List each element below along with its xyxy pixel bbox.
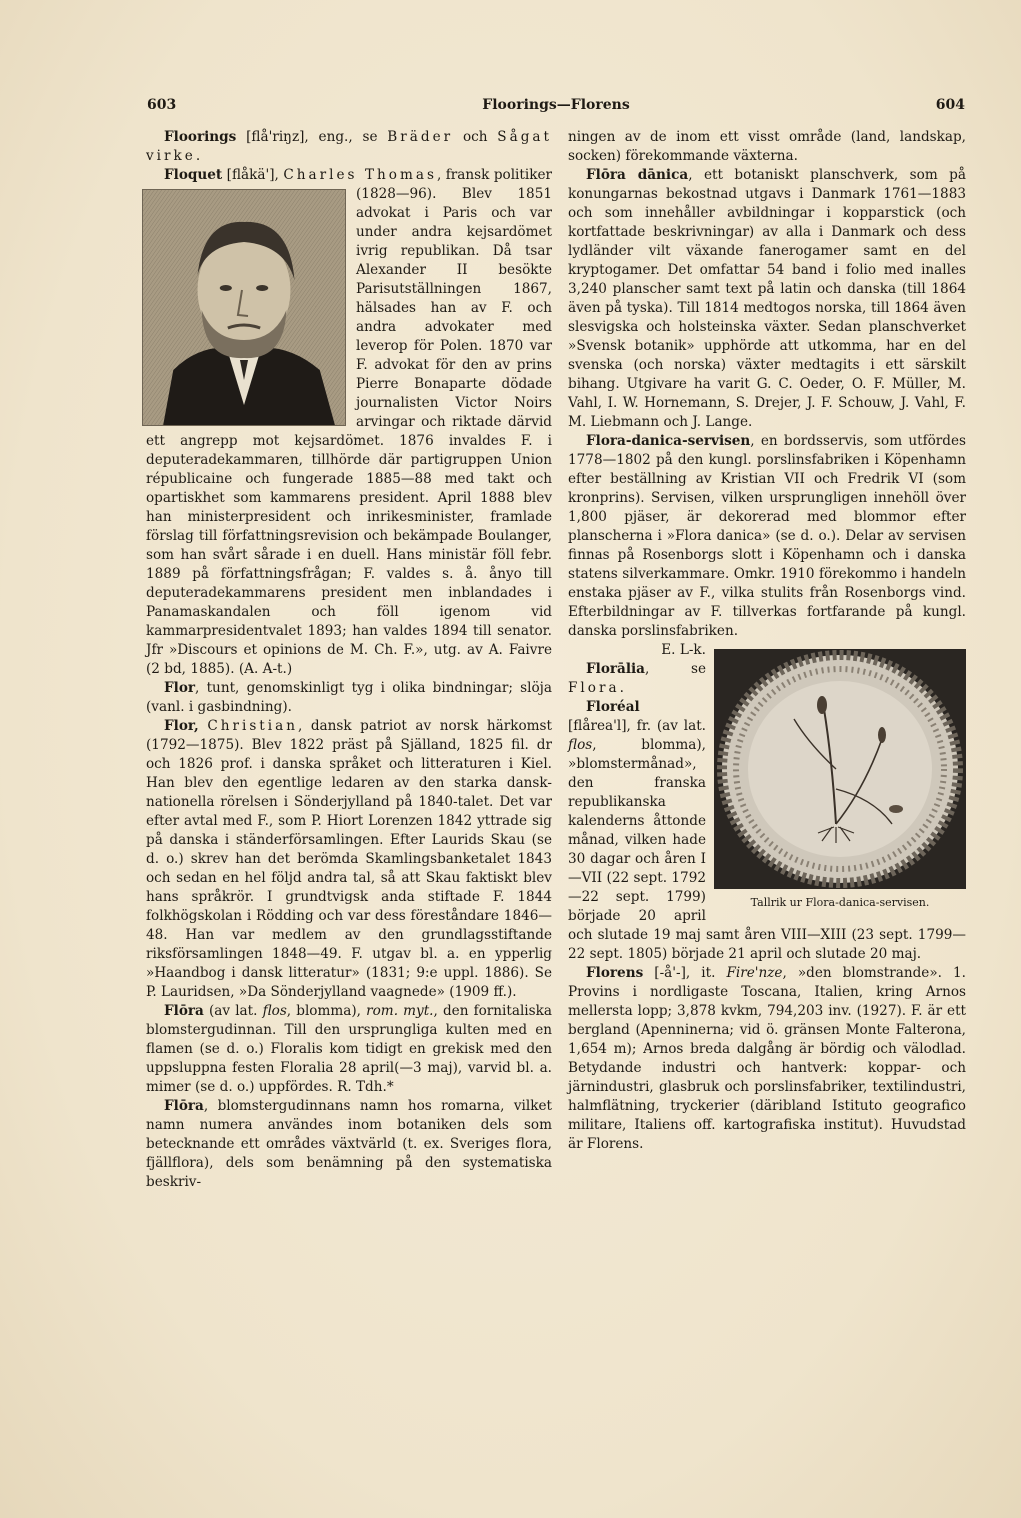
headword: Flōra [164, 1098, 204, 1114]
headword: Flōra dānica [586, 167, 689, 183]
author-signature: E. L-k. [661, 642, 706, 658]
entry-floreal: Floréal [flårea'l], fr. (av lat. flos, blomma), »blomstermånad», den franska republikanska kalenderns åttonde månad, vilken hade 30 dagar och åren I—VII (22 sept. 1792—22 sept. 1799) började 20 april och slutade 19 maj samt åren VIII—XIII (23 sept. 1799—22 sept. 1805) började 21 april och slutade 20 maj. [568, 699, 966, 962]
headword: Floquet [164, 167, 223, 183]
headword: Florens [586, 965, 644, 981]
entry-flora-goddess: Flōra (av lat. flos, blomma), rom. myt., den fornitaliska blomstergudinnan. Till den ursprungliga kulten med en flamen (se d. o.) Floralis kom tidigt en grekisk med den uppsluppna festen Floralia 28 april(—3 maj), varvid bl. a. mimer (se d. o.) uppfördes. R. Tdh.* [146, 1003, 552, 1095]
portrait-icon [143, 190, 345, 425]
page-number-right: 604 [935, 97, 965, 113]
headword: Floréal [586, 699, 640, 715]
entry-floralia: Florālia, se Flora. [568, 661, 706, 696]
entry-flora-danica-servisen: Flora-danica-servisen, en bordsservis, som utfördes 1778—1802 på den kungl. porslinsfabriken i Köpenhamn efter beställning av Kristian VII och Fredrik VI (som kronprins). Servisen, vilken ursprungligen innehöll över 1,800 pjäser, är dekorerad med blommor efter planscherna i »Flora danica» (se d. o.). Delar av servisen finnas på Rosenborgs slott i Köpenhamn och i danska statens silverkammare. Omkr. 1910 förekommo i handeln enstaka pjäser av F., vilka stulits från Rosenborgs vind. Efterbildningar av F. tillverkas fortfarande på kungl. danska porslinsfabriken. Tallrik ur Flora-danica-servisen. E. L-k. [568, 433, 966, 909]
headword: Floorings [164, 129, 237, 145]
person-name: Charles Thomas [283, 167, 437, 183]
plate-icon [714, 649, 966, 889]
entry-floquet: Floquet [flåkä'], Charles Thomas , fransk politiker (1828—96). Blev 1851 advokat i Paris och var under andra kejsardömet ivrig republikan. Då tsar Alexander II besökte Parisutställningen 1867, hälsades han av F. och andra advokater med leverop för Polen. 1870 var F. advokat för den av prins Pierre Bonaparte dödade journalisten Victor Noirs arvingar och riktade därvid ett angrepp mot kejsardömet. 1876 invaldes F. i deputeradekammaren, tillhörde där partigruppen Union républicaine och fungerade 1885—88 med takt och opartiskhet som kammarens president. April 1888 blev han ministerpresident och inrikesminister, framlade förslag till författningsrevision och bekämpade Boulanger, som han svårt sårade i en duell. Hans ministär föll febr. 1889 på författningsfrågan; F. valdes s. å. ånyo till deputeradekammarens president men inblandades i Panamaskandalen och föll igenom vid kammarpresidentvalet 1893; han valdes 1894 till senator. Jfr »Discours et opinions de M. Ch. F.», utg. av A. Faivre (2 bd, 1885). (A. A-t.) [146, 166, 552, 679]
headword: Flōra [164, 1003, 204, 1019]
headword: Flor [164, 680, 196, 696]
entry-flor: Flor, tunt, genomskinligt tyg i olika bindningar; slöja (vanl. i gasbindning). [146, 680, 552, 715]
cross-ref: Bräder [387, 129, 454, 145]
headword: Florālia [586, 661, 645, 677]
headword: Flora-danica-servisen [586, 433, 751, 449]
entry-florens: Florens [-å'-], it. Fire'nze, »den blomstrande». 1. Provins i nordligaste Toscana, Italien, kring Arnos mellersta lopp; 3,878 kvkm, 794,203 inv. (1927). F. är ett bergland (Apenninerna; vid ö. gränsen Monte Falterona, 1,654 m); Arnos breda dalgång är bördig och välodlad. Betydande industri och hantverk: koppar- och järnindustri, glasbruk och porslinsfabriker, textilindustri, halmflätning, tryckerier (däribland Istituto geografico militare, Italiens off. kartografiska institut). Huvudstad är Florens. [568, 965, 966, 1152]
entry-flora-botany: Flōra, blomstergudinnans namn hos romarna, vilket namn numera användes inom botaniken dels som betecknande ett områdes växtvärld (t. ex. Sveriges flora, fjällflora), dels som benämning på den systematiska beskriv- [146, 1098, 552, 1190]
entry-flora-danica: Flōra dānica, ett botaniskt planschverk, som på konungarnas bekostnad utgavs i Danmark 1761—1883 och som innehåller avbildningar i kopparstick (och kortfattade beskrivningar) av alla i Danmark och dess lydländer vilt växande fanerogamer samt en del kryptogamer. Det omfattar 54 band i folio med inalles 3,240 planscher samt text på latin och danska (till 1864 även på tyska). Till 1814 medtogos norska, till 1864 även slesvigska och holsteinska växter. Sedan planschverket »Svensk botanik» upphörde att utkomma, har en del svenska (och norska) växter medtagits i ett särskilt bihang. Utgivare ha varit G. C. Oeder, O. F. Müller, M. Vahl, I. W. Hornemann, S. Drejer, J. F. Schouw, J. Vahl, F. M. Liebmann och J. Lange. [568, 167, 966, 430]
headword: Flor, [164, 718, 199, 734]
plate-image [714, 649, 966, 889]
entry-continuation: ningen av de inom ett visst område (land, landskap, socken) förekommande växterna. [568, 129, 966, 164]
page-number-left: 603 [147, 97, 177, 113]
running-title: Floorings—Florens [482, 97, 630, 113]
portrait-image [142, 189, 346, 426]
plate-caption: Tallrik ur Flora-danica-servisen. [750, 896, 930, 909]
person-name: Christian [207, 718, 298, 734]
page-header [147, 97, 965, 119]
left-column [146, 128, 552, 1192]
cross-ref: Flora [568, 680, 620, 696]
plate-figure [714, 649, 966, 910]
entry-floorings: Floorings [flå'riŋz], eng., se Bräder och Sågat virke. [146, 129, 552, 164]
entry-flor-christian: Flor, Christian, dansk patriot av norsk härkomst (1792—1875). Blev 1822 präst på Själland, 1825 fil. dr och 1826 prof. i danska språket och litteraturen i Kiel. Han blev den egentlige ledaren av den starka dansk-nationella rörelsen i Sönderjylland på 1840-talet. Det var efter avtal med F., som P. Hiort Lorenzen 1842 yttrade sig på danska i ständerförsamlingen. Efter Laurids Skau (se d. o.) skrev han det berömda Skamlingsbanketalet 1843 och sedan en hel följd andra tal, så att Skau faktiskt blev hans språkrör. I grundtvigsk anda stiftade F. 1844 folkhögskolan i Rödding och var dess föreståndare 1846—48. Han var medlem av den grundlagsstiftande riksförsamlingen 1848—49. F. utgav bl. a. en ypperlig »Haandbog i dansk litteratur» (1831; 9:e uppl. 1886). Se P. Lauridsen, »Da Sönderjylland vaagnede» (1909 ff.). [146, 718, 552, 1000]
right-column [568, 128, 966, 1154]
cross-ref: Sågat virke [146, 129, 552, 164]
